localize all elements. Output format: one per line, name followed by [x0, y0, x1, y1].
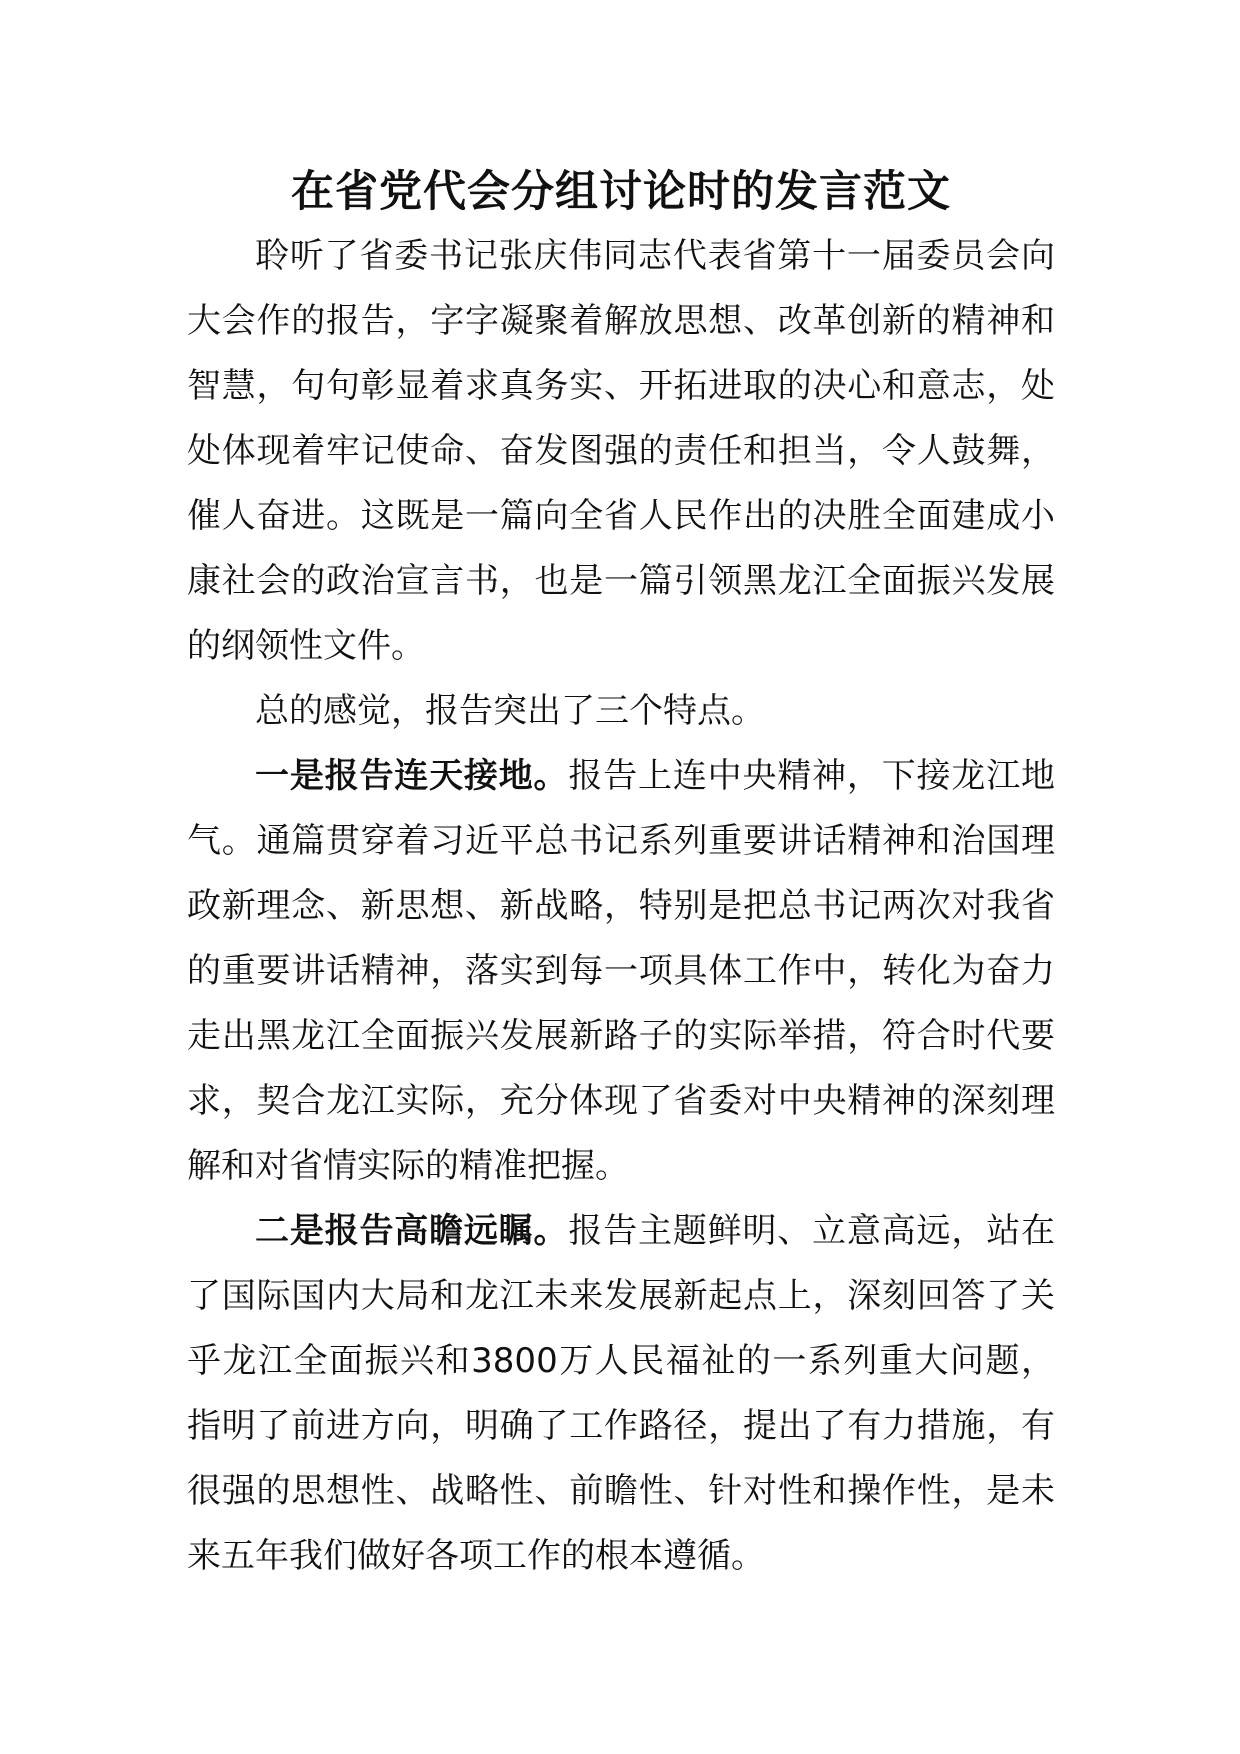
paragraph-1: [187, 224, 1055, 679]
document-title: 在省党代会分组讨论时的发言范文: [291, 167, 951, 217]
paragraph-4-lead: 二是报告高瞻远瞩。: [255, 1211, 569, 1251]
paragraph-3-text: 报告上连中央精神，下接龙江地气。通篇贯穿着习近平总书记系列重要讲话精神和治国理政新理念、新思想、新战略，特别是把总书记两次对我省的重要讲话精神，落实到每一项具体工作中，转化为奋力走出黑龙江全面振兴发展新路子的实际举措，符合时代要求，契合龙江实际，充分体现了省委对中央精神的深刻理解和对省情实际的精准把握。: [187, 756, 1056, 1186]
paragraph-2: [187, 679, 1055, 744]
paragraph-1-text: 聆听了省委书记张庆伟同志代表省第十一届委员会向大会作的报告，字字凝聚着解放思想、改革创新的精神和智慧，句句彰显着求真务实、开拓进取的决心和意志，处处体现着牢记使命、奋发图强的责任和担当，令人鼓舞，催人奋进。这既是一篇向全省人民作出的决胜全面建成小康社会的政治宣言书，也是一篇引领黑龙江全面振兴发展的纲领性文件。: [187, 236, 1055, 666]
paragraph-4: [187, 1199, 1055, 1589]
paragraph-4-text: 报告主题鲜明、立意高远，站在了国际国内大局和龙江未来发展新起点上，深刻回答了关乎龙江全面振兴和3800万人民福祉的一系列重大问题，指明了前进方向，明确了工作路径，提出了有力措施，有很强的思想性、战略性、前瞻性、针对性和操作性，是未来五年我们做好各项工作的根本遵循。: [187, 1211, 1056, 1576]
document-page: [187, 160, 1055, 1589]
paragraph-3-lead: 一是报告连天接地。: [255, 756, 569, 796]
paragraph-2-text: 总的感觉，报告突出了三个特点。: [255, 691, 765, 731]
paragraph-3: [187, 744, 1055, 1199]
